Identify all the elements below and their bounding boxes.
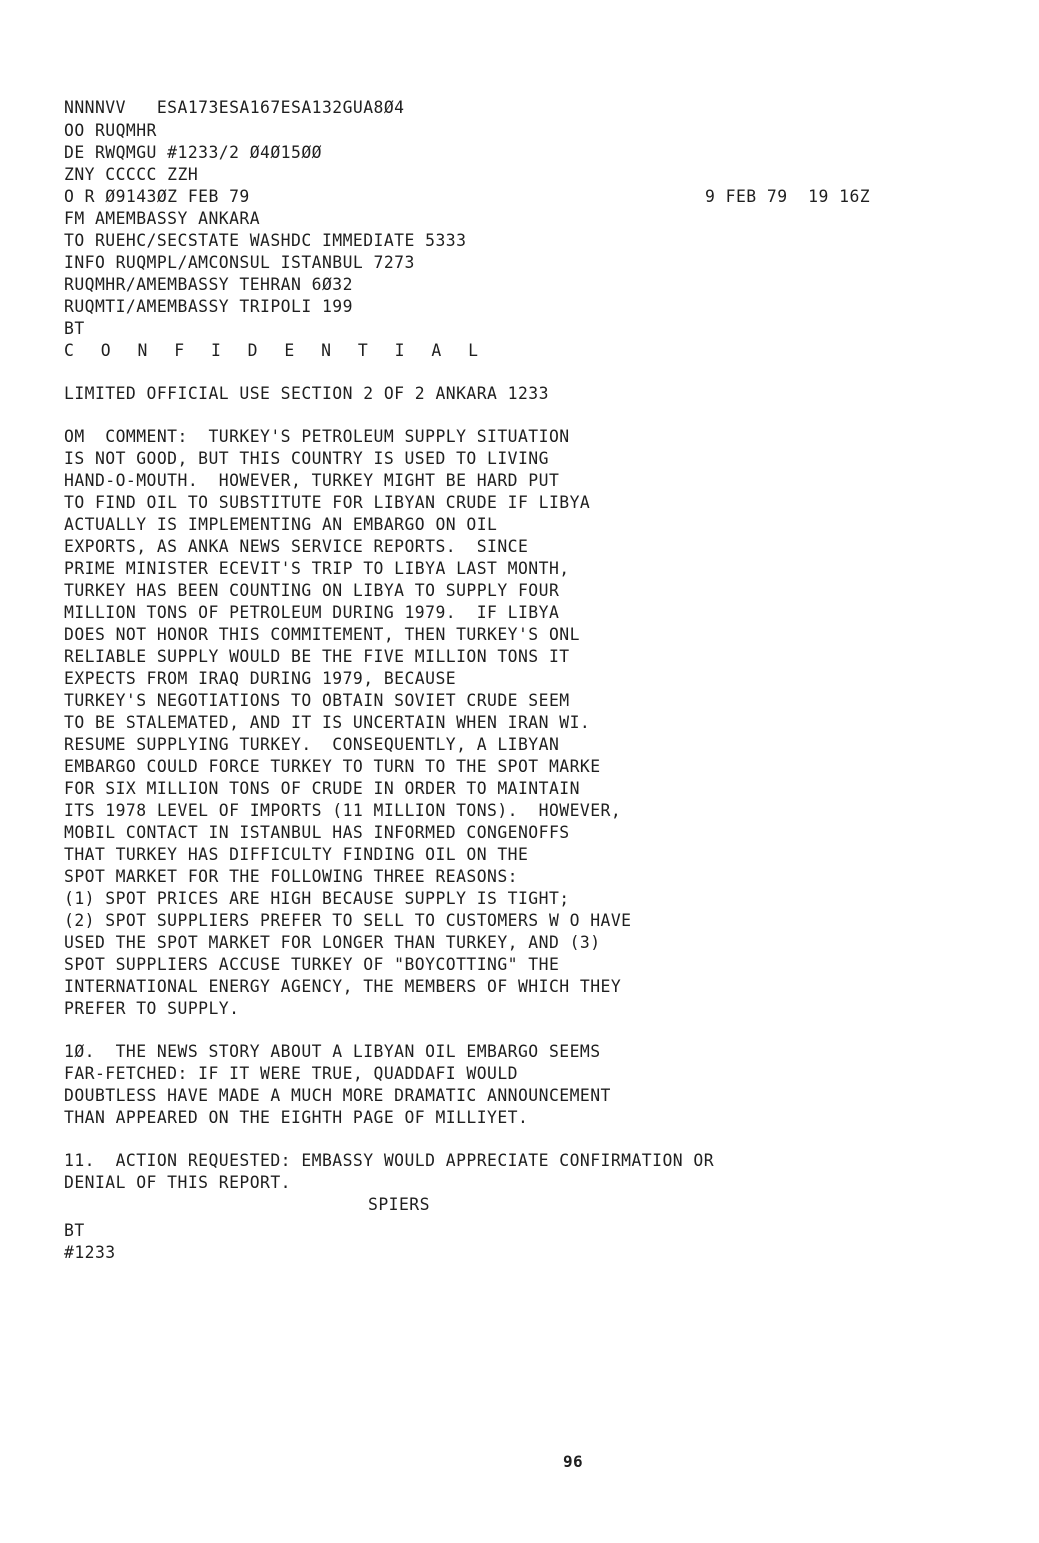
de-line: DE RWQMGU #1233/2 Ø4Ø15ØØ [64,143,322,162]
info-line-2: RUQMHR/AMEMBASSY TEHRAN 6Ø32 [64,275,353,294]
para10-line: 1Ø. THE NEWS STORY ABOUT A LIBYAN OIL EMBARGO SEEMS [64,1042,601,1061]
para10-line: DOUBTLESS HAVE MADE A MUCH MORE DRAMATIC ANNOUNCEMENT [64,1086,611,1105]
comment-line: PREFER TO SUPPLY. [64,999,240,1018]
message-number: #1233 [64,1243,116,1262]
comment-line: OM COMMENT: TURKEY'S PETROLEUM SUPPLY SITUATION [64,427,570,446]
para10-line: THAN APPEARED ON THE EIGHTH PAGE OF MILLIYET. [64,1108,529,1127]
comment-line: RELIABLE SUPPLY WOULD BE THE FIVE MILLION TONS IT [64,647,570,666]
received-date-stamp: 9 FEB 79 19 16Z [705,187,871,206]
comment-line: THAT TURKEY HAS DIFFICULTY FINDING OIL ON THE [64,845,529,864]
comment-line: IS NOT GOOD, BUT THIS COUNTRY IS USED TO LIVING [64,449,549,468]
comment-line: TO BE STALEMATED, AND IT IS UNCERTAIN WHEN IRAN WI. [64,713,591,732]
bt-open: BT [64,319,85,338]
priority-line: OO RUQMHR [64,121,157,140]
comment-line: (1) SPOT PRICES ARE HIGH BECAUSE SUPPLY IS TIGHT; [64,889,570,908]
info-line-1: INFO RUQMPL/AMCONSUL ISTANBUL 7273 [64,253,415,272]
comment-line: SPOT SUPPLIERS ACCUSE TURKEY OF "BOYCOTTING" THE [64,955,560,974]
para11-line: DENIAL OF THIS REPORT. [64,1173,291,1192]
dtg-line: O R Ø9143ØZ FEB 79 [64,187,250,206]
comment-line: ACTUALLY IS IMPLEMENTING AN EMBARGO ON OIL [64,515,498,534]
comment-line: HAND-O-MOUTH. HOWEVER, TURKEY MIGHT BE HARD PUT [64,471,560,490]
comment-line: EXPECTS FROM IRAQ DURING 1979, BECAUSE [64,669,457,688]
comment-line: EXPORTS, AS ANKA NEWS SERVICE REPORTS. SINCE [64,537,529,556]
page-number: 96 [563,1452,584,1471]
info-line-3: RUQMTI/AMEMBASSY TRIPOLI 199 [64,297,353,316]
comment-line: MILLION TONS OF PETROLEUM DURING 1979. IF LIBYA [64,603,560,622]
para11-line: 11. ACTION REQUESTED: EMBASSY WOULD APPRECIATE CONFIRMATION OR [64,1151,715,1170]
comment-line: DOES NOT HONOR THIS COMMITEMENT, THEN TURKEY'S ONL [64,625,580,644]
comment-line: EMBARGO COULD FORCE TURKEY TO TURN TO THE SPOT MARKE [64,757,601,776]
section-line: LIMITED OFFICIAL USE SECTION 2 OF 2 ANKARA 1233 [64,384,549,403]
comment-line: TURKEY HAS BEEN COUNTING ON LIBYA TO SUPPLY FOUR [64,581,560,600]
comment-line: TO FIND OIL TO SUBSTITUTE FOR LIBYAN CRUDE IF LIBYA [64,493,591,512]
comment-line: ITS 1978 LEVEL OF IMPORTS (11 MILLION TONS). HOWEVER, [64,801,622,820]
comment-line: TURKEY'S NEGOTIATIONS TO OBTAIN SOVIET CRUDE SEEM [64,691,570,710]
comment-line: MOBIL CONTACT IN ISTANBUL HAS INFORMED CONGENOFFS [64,823,570,842]
comment-line: INTERNATIONAL ENERGY AGENCY, THE MEMBERS OF WHICH THEY [64,977,622,996]
comment-line: (2) SPOT SUPPLIERS PREFER TO SELL TO CUSTOMERS W O HAVE [64,911,632,930]
signature: SPIERS [368,1195,430,1214]
comment-line: USED THE SPOT MARKET FOR LONGER THAN TURKEY, AND (3) [64,933,601,952]
zny-line: ZNY CCCCC ZZH [64,165,199,184]
from-line: FM AMEMBASSY ANKARA [64,209,261,228]
para10-line: FAR-FETCHED: IF IT WERE TRUE, QUADDAFI WOULD [64,1064,518,1083]
bt-close: BT [64,1221,85,1240]
to-line: TO RUEHC/SECSTATE WASHDC IMMEDIATE 5333 [64,231,467,250]
comment-line: RESUME SUPPLYING TURKEY. CONSEQUENTLY, A LIBYAN [64,735,560,754]
classification: C O N F I D E N T I A L [64,341,487,360]
routing-line: NNNNVV ESA173ESA167ESA132GUA8Ø4 [64,98,405,117]
comment-line: FOR SIX MILLION TONS OF CRUDE IN ORDER TO MAINTAIN [64,779,580,798]
comment-line: SPOT MARKET FOR THE FOLLOWING THREE REASONS: [64,867,518,886]
comment-line: PRIME MINISTER ECEVIT'S TRIP TO LIBYA LAST MONTH, [64,559,570,578]
